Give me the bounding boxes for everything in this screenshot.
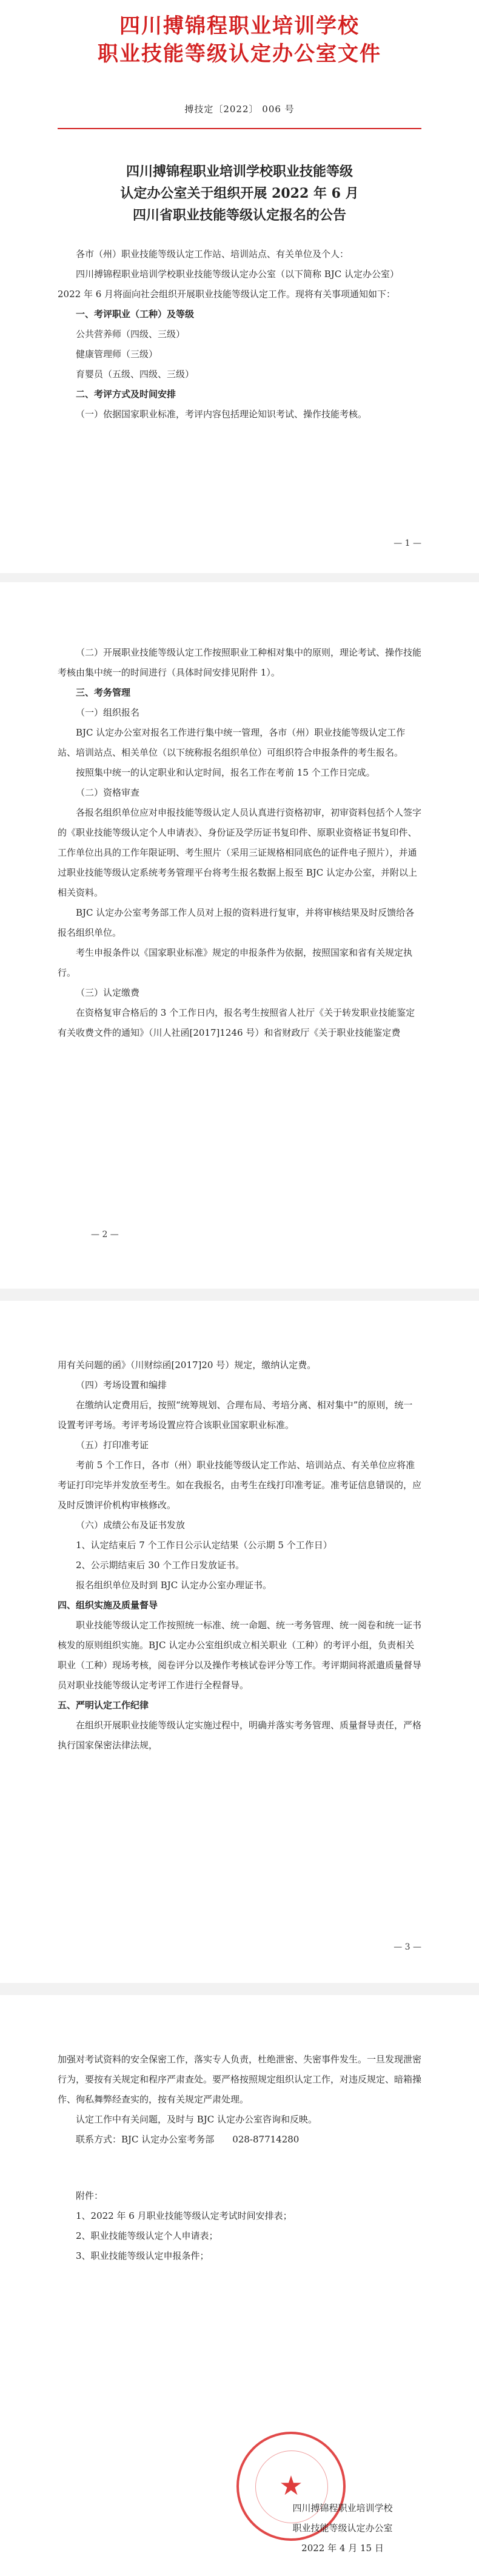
paragraph: 职业技能等级认定工作按照统一标准、统一命题、统一考务管理、统一阅卷和统一证书核发的原则组织实施。BJC 认定办公室组织成立相关职业（工种）的考评小组，负责相关职业（工种）现场考核，阅卷评分以及操作考核试卷评分等工作。考评期间将派遣质量督导员对职业技能等级认定考评工作进行全程督导。: [58, 1620, 422, 1691]
signature-line1: 四川搏锦程职业培训学校: [292, 2503, 393, 2514]
section-4-heading: 四、组织实施及质量督导: [58, 1600, 158, 1611]
signature-line2: 职业技能等级认定办公室: [292, 2523, 393, 2534]
section-5-heading: 五、严明认定工作纪律: [58, 1700, 149, 1711]
signature-date: 2022 年 4 月 15 日: [301, 2543, 384, 2554]
paragraph: 在资格复审合格后的 3 个工作日内，报名考生按照省人社厅《关于转发职业技能鉴定有关收费文件的通知》（川人社函[2017]1246 号）和省财政厅《关于职业技能鉴定费: [58, 1007, 415, 1038]
paragraph: 用有关问题的函》（川财综函[2017]20 号）规定，缴纳认定费。: [58, 1360, 317, 1370]
section-2-heading: 二、考评方式及时间安排: [76, 389, 176, 400]
red-header-title-line1: 四川搏锦程职业培训学校: [119, 14, 360, 38]
subheading: （五）打印准考证: [76, 1440, 149, 1451]
section-3-heading: 三、考务管理: [76, 687, 131, 698]
title-line3: 四川省职业技能等级认定报名的公告: [132, 207, 346, 223]
signature-block: [264, 2498, 421, 2558]
stamp-star-icon: ★: [279, 2470, 303, 2501]
contact-info: 联系方式：BJC 认定办公室考务部 028-87714280: [76, 2134, 300, 2145]
intro-paragraph: 四川搏锦程职业培训学校职业技能等级认定办公室（以下简称 BJC 认定办公室）2022 年 6 月将面向社会组织开展职业技能等级认定工作。现将有关事项通知如下：: [58, 269, 400, 300]
paragraph: 考生申报条件以《国家职业标准》规定的申报条件为依据，按照国家和省有关规定执行。: [58, 947, 413, 978]
document-page-1: [0, 0, 479, 573]
document-page-3: [0, 1301, 479, 1983]
attachment-item: 1、2022 年 6 月职业技能等级认定考试时间安排表；: [76, 2210, 292, 2221]
paragraph: （二）开展职业技能等级认定工作按照职业工种相对集中的原则，理论考试、操作技能考核由集中统一的时间进行（具体时间安排见附件 1）。: [58, 647, 422, 678]
paragraph: BJC 认定办公室考务部工作人员对上报的资料进行复审，并将审核结果及时反馈给各报名组织单位。: [58, 907, 415, 938]
title-line2: 认定办公室关于组织开展 2022 年 6 月: [120, 186, 359, 201]
paragraph: 加强对考试资料的安全保密工作，落实专人负责，杜绝泄密、失密事件发生。一旦发现泄密行为，要按有关规定和程序严肃查处。要严格按照规定组织认定工作，对违反规定、暗箱操作、徇私舞弊经查实的，按有关规定严肃处理。: [58, 2054, 422, 2105]
paragraph: 1、认定结束后 7 个工作日公示认定结果（公示期 5 个工作日）: [76, 1540, 332, 1551]
document-page-2: [0, 582, 479, 1289]
paragraph: 在组织开展职业技能等级认定实施过程中，明确并落实考务管理、质量督导责任，严格执行国家保密法律法规，: [58, 1720, 422, 1751]
attachments-label: 附件：: [76, 2190, 104, 2201]
occupation-item: 公共营养师（四级、三级）: [76, 329, 186, 340]
paragraph: BJC 认定办公室对报名工作进行集中统一管理，各市（州）职业技能等级认定工作站、培训站点、相关单位（以下统称报名组织单位）可组织符合申报条件的考生报名。: [58, 727, 406, 758]
paragraph: 按照集中统一的认定职业和认定时间，报名工作在考前 15 个工作日完成。: [76, 767, 375, 778]
paragraph: 2、公示期结束后 30 个工作日发放证书。: [76, 1560, 245, 1571]
attachment-item: 2、职业技能等级认定个人申请表；: [76, 2230, 218, 2241]
document-number: 搏技定〔2022〕 006 号: [184, 104, 295, 115]
announcement-title: [58, 161, 421, 226]
page-number: — 3 —: [394, 1942, 421, 1952]
paragraph: 各报名组织单位应对申报技能等级认定人员认真进行资格初审，初审资料包括个人签字的《职业技能等级认定个人申请表》、身份证及学历证书复印件、原职业资格证书复印件、工作单位出具的工作年限证明、考生照片（采用三证规格相同底色的证件电子照片），并通过职业技能等级认定系统考务管理平台将考生报名数据上报至 BJC 认定办公室，并附以上相关资料。: [58, 807, 422, 898]
subheading: （二）资格审查: [76, 787, 140, 798]
subheading: （三）认定缴费: [76, 987, 140, 998]
subheading: （六）成绩公布及证书发放: [76, 1520, 186, 1531]
page-number: — 1 —: [394, 538, 421, 548]
occupation-item: 健康管理师（三级）: [76, 349, 158, 360]
paragraph: 在缴纳认定费用后，按照“统筹规划、合理布局、考培分离、相对集中”的原则，统一设置考评考场。考评考场设置应符合该职业国家职业标准。: [58, 1400, 413, 1431]
paragraph: （一）依据国家职业标准，考评内容包括理论知识考试、操作技能考核。: [76, 409, 367, 420]
page-number: — 2 —: [91, 1230, 119, 1239]
document-page-4: [0, 1995, 479, 2576]
paragraph: 报名组织单位及时到 BJC 认定办公室办理证书。: [76, 1580, 272, 1591]
paragraph: 考前 5 个工作日，各市（州）职业技能等级认定工作站、培训站点、有关单位应将准考证打印完毕并发放至考生。如在我报名，由考生在线打印准考证。准考证信息错误的，应及时反馈评价机构审核修改。: [58, 1460, 422, 1511]
subheading: （一）组织报名: [76, 707, 140, 718]
salutation: 各市（州）职业技能等级认定工作站、培训站点、有关单位及个人：: [76, 249, 349, 260]
section-1-heading: 一、考评职业（工种）及等级: [76, 309, 195, 320]
red-header-title-line2: 职业技能等级认定办公室文件: [98, 42, 381, 66]
red-divider-line: [58, 128, 421, 129]
paragraph: 认定工作中有关问题，及时与 BJC 认定办公室咨询和反映。: [76, 2114, 318, 2125]
title-line1: 四川搏锦程职业培训学校职业技能等级: [126, 164, 353, 179]
attachment-item: 3、职业技能等级认定申报条件；: [76, 2250, 209, 2261]
subheading: （四）考场设置和编排: [76, 1380, 167, 1390]
occupation-item: 育婴员（五级、四级、三级）: [76, 369, 195, 380]
